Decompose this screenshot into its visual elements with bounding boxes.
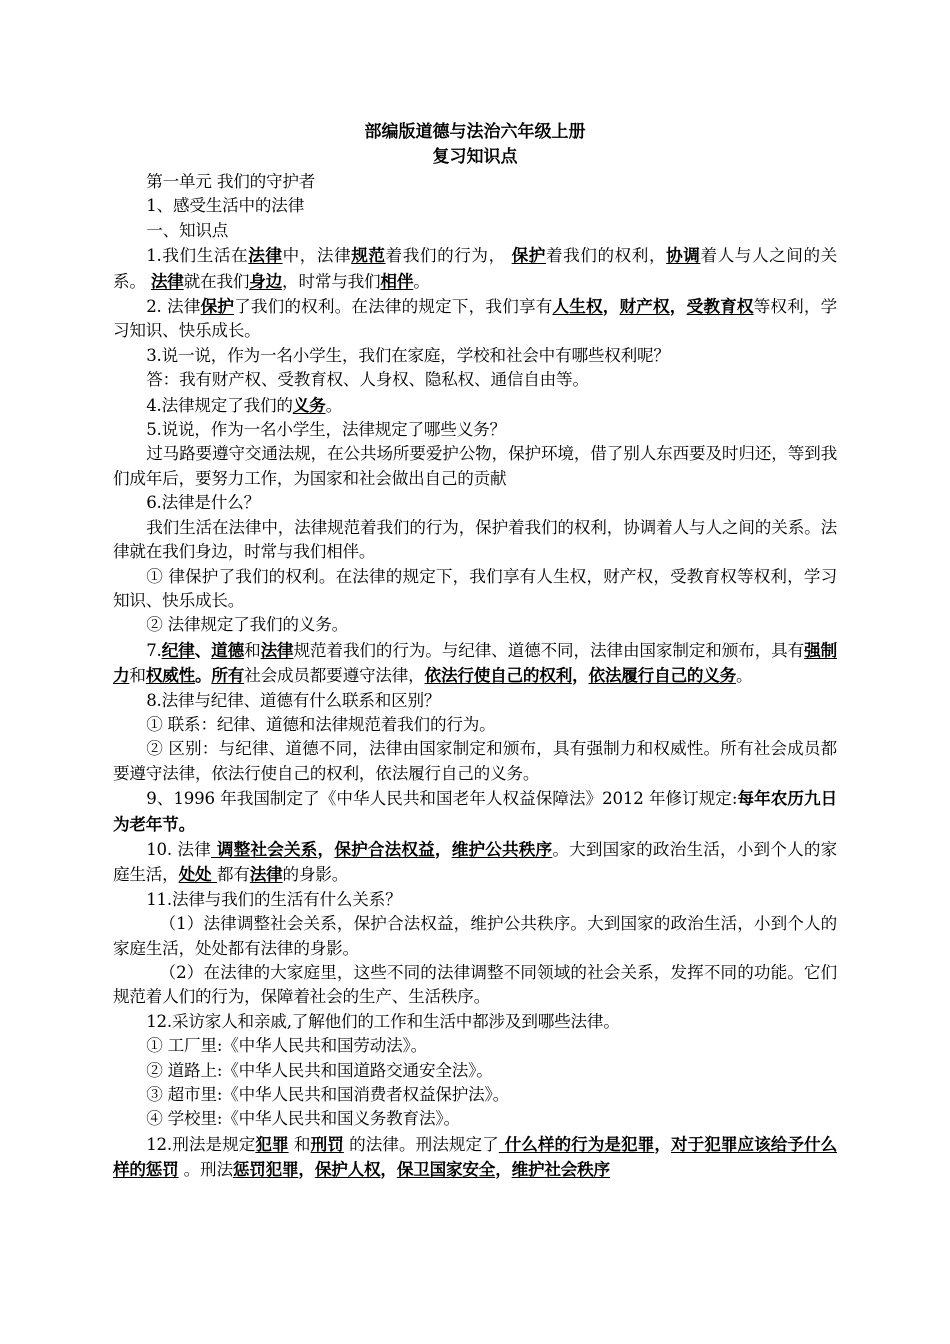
text-run: 。 — [178, 813, 195, 834]
text-run: ③ 超市里:《中华人民共和国消费者权益保护法》。 — [146, 1085, 510, 1105]
text-run: 的法律。刑法规定了 — [343, 1134, 499, 1154]
text-run: 道德 — [211, 639, 245, 660]
text-run: 法律 — [260, 639, 294, 660]
paragraph — [113, 294, 837, 344]
paragraph — [113, 442, 837, 491]
paragraph — [113, 689, 837, 713]
text-run: ② 道路上:《中华人民共和国道路交通安全法》。 — [146, 1060, 493, 1080]
paragraph — [113, 516, 837, 565]
text-run: 和 — [244, 640, 261, 660]
paragraph — [113, 961, 837, 1010]
text-run: 12.刑法是规定 — [146, 1134, 256, 1154]
paragraph — [113, 418, 837, 442]
text-run: 12.采访家人和亲戚,了解他们的工作和生活中都涉及到哪些法律。 — [146, 1011, 620, 1031]
text-run: 保护人权 — [314, 1159, 381, 1180]
text-run: ， — [572, 665, 589, 686]
text-run: 过马路要遵守交通法规，在公共场所要爱护公物，保护环境，借了别人东西要及时归还，等到我们成年后，要努力工作，为国家和社会做出自己的贡献 — [113, 444, 837, 488]
text-run: 3.说一说，作为一名小学生，我们在家庭，学校和社会中有哪些权利呢？ — [146, 345, 670, 365]
text-run: 什么样的行为是犯罪 — [498, 1133, 655, 1154]
text-run: 保护 — [511, 245, 546, 266]
text-run: ， — [495, 1159, 512, 1180]
text-run: 相伴 — [380, 270, 414, 291]
text-run: 所有 — [211, 665, 245, 686]
text-run: ，时常与我们 — [282, 271, 381, 291]
text-run: 强制力 — [113, 639, 837, 686]
text-run: 对于犯罪应该给予什么样的惩罚 — [113, 1133, 838, 1180]
text-run: 。 — [736, 666, 753, 686]
text-run: 着我们的行为， — [385, 246, 512, 266]
text-run: 维护公共秩序 — [451, 838, 553, 859]
text-run: 着人与人之间的关系。 — [113, 246, 838, 291]
text-run: 11.法律与我们的生活有什么关系？ — [146, 889, 402, 909]
text-run: 着我们的权利， — [545, 246, 667, 266]
text-run: 依法行使自己的权利 — [424, 665, 573, 686]
text-run: 和 — [129, 666, 146, 686]
document-body — [113, 170, 837, 1183]
paragraph — [113, 170, 837, 194]
text-run: 我们生活在法律中，法律规范着我们的行为，保护着我们的权利，协调着人与人之间的关系。法律就在我们身边，时常与我们相伴。 — [113, 517, 837, 562]
paragraph — [113, 613, 837, 637]
text-run: 一、知识点 — [146, 220, 229, 240]
text-run: 4.法律规定了我们的 — [146, 395, 293, 415]
text-run: 处处 — [178, 864, 217, 885]
paragraph — [113, 713, 837, 737]
paragraph — [113, 219, 837, 243]
text-run: 9、1996 年我国制定了《中华人民共和国老年人权益保障法》2012 年修订规定: — [146, 789, 738, 809]
paragraph — [113, 368, 837, 392]
document-page — [113, 120, 837, 1183]
text-run: （1）法律调整社会关系，保护合法权益，维护公共秩序。大到国家的政治生活，小到个人的家庭生活，处处都有法律的身影。 — [113, 914, 837, 958]
text-run: ② 法律规定了我们的义务。 — [146, 615, 348, 635]
document-title: 部编版道德与法治六年级上册 — [364, 122, 586, 142]
text-run: 刑罚 — [310, 1133, 344, 1154]
paragraph — [113, 837, 837, 888]
text-run: 权威性 — [145, 665, 195, 686]
text-run: 财产权 — [619, 296, 670, 317]
text-run: 了我们的权利。在法律的规定下，我们享有 — [234, 297, 553, 317]
text-run: ② 区别：与纪律、道德不同，法律由国家制定和颁布，具有强制力和权威性。所有社会成员都要遵守法律，依法行使自己的权利，依法履行自己的义务。 — [113, 739, 837, 783]
text-run: 保护合法权益 — [334, 838, 435, 859]
paragraph — [113, 194, 837, 218]
text-run: 协调 — [666, 245, 701, 266]
text-run: 的身影。 — [282, 865, 349, 885]
paragraph — [113, 344, 837, 368]
text-run: ， — [380, 1159, 397, 1180]
text-run: 保护 — [200, 296, 235, 317]
text-run: ， — [434, 838, 452, 859]
paragraph — [113, 243, 837, 294]
paragraph — [113, 1059, 837, 1083]
text-run: 社会成员都要遵守法律， — [244, 666, 425, 686]
text-run: ， — [669, 296, 687, 317]
text-run: 、 — [194, 639, 212, 660]
text-run: 法律 — [248, 245, 283, 266]
text-run: ① 联系：纪律、道德和法律规范着我们的行为。 — [146, 714, 496, 734]
paragraph — [113, 565, 837, 614]
text-run: 。大到国家的政治生活，小到个人的家庭生活， — [113, 839, 837, 885]
text-run: 2. 法律 — [146, 297, 201, 317]
text-run: 。 — [325, 395, 342, 415]
text-run: 1、感受生活中的法律 — [146, 196, 305, 216]
text-run: 每年农历九日为老年节 — [113, 788, 837, 834]
text-run: （2）在法律的大家庭里，这些不同的法律调整不同领域的社会关系，发挥不同的功能。它们规范着人们的行为，保障着社会的生产、生活秩序。 — [113, 963, 837, 1007]
text-run: 义务 — [292, 394, 326, 415]
text-run: 依法履行自己的义务 — [588, 665, 737, 686]
text-run: ， — [602, 296, 620, 317]
text-run: 调整社会关系 — [210, 838, 318, 859]
text-run: 5.说说，作为一名小学生，法律规定了哪些义务？ — [146, 420, 506, 440]
text-run: 。 — [413, 271, 430, 291]
text-run: 纪律 — [161, 639, 195, 660]
text-run: 惩罚犯罪 — [232, 1159, 299, 1180]
text-run: 就在我们 — [183, 271, 250, 291]
text-run: 第一单元 我们的守护者 — [146, 172, 316, 191]
paragraph — [113, 737, 837, 786]
paragraph — [113, 1107, 837, 1131]
paragraph — [113, 393, 837, 418]
paragraph — [113, 1010, 837, 1034]
text-run: 维护社会秩序 — [511, 1159, 610, 1180]
text-run: 犯罪 — [255, 1133, 289, 1154]
text-run: 8.法律与纪律、道德有什么联系和区别？ — [146, 690, 441, 710]
text-run: ， — [298, 1159, 315, 1180]
text-run: 6.法律是什么？ — [146, 493, 260, 513]
paragraph — [113, 638, 837, 689]
text-run: ① 工厂里:《中华人民共和国劳动法》。 — [146, 1036, 428, 1056]
text-run: ， — [317, 838, 335, 859]
text-run: 人生权 — [552, 296, 603, 317]
text-run: 规范着我们的行为。与纪律、道德不同，法律由国家制定和颁布，具有 — [293, 640, 805, 660]
document-subtitle: 复习知识点 — [432, 147, 518, 167]
text-run: 。 — [195, 665, 212, 686]
text-run: 等权利，学习知识、快乐成长。 — [113, 297, 838, 341]
text-run: 保卫国家安全 — [396, 1159, 496, 1180]
paragraph — [113, 1132, 837, 1183]
text-run: 。刑法 — [178, 1160, 233, 1180]
text-run: 和 — [288, 1134, 311, 1154]
text-run: 1.我们生活在 — [146, 246, 249, 266]
text-run: ① 律保护了我们的权利。在法律的规定下，我们享有人生权，财产权，受教育权等权利，学习知识、快乐成长。 — [113, 566, 837, 610]
text-run: 法律 — [249, 864, 283, 885]
text-run: 答：我有财产权、受教育权、人身权、隐私权、通信自由等。 — [146, 370, 589, 390]
text-run: 中，法律 — [282, 246, 352, 266]
paragraph — [113, 912, 837, 961]
text-run: 身边 — [249, 270, 283, 291]
text-run: 受教育权 — [686, 296, 754, 317]
text-run: 10. 法律 — [146, 839, 211, 859]
text-run: 7. — [146, 640, 162, 660]
paragraph — [113, 1034, 837, 1058]
paragraph — [113, 491, 837, 515]
paragraph — [113, 1083, 837, 1107]
text-run: ④ 学校里:《中华人民共和国义务教育法》。 — [146, 1109, 460, 1129]
text-run: 法律 — [150, 270, 184, 291]
paragraph — [113, 888, 837, 912]
text-run: 规范 — [351, 245, 386, 266]
text-run: ， — [654, 1133, 671, 1154]
text-run: 都有 — [216, 865, 250, 885]
paragraph — [113, 786, 837, 837]
